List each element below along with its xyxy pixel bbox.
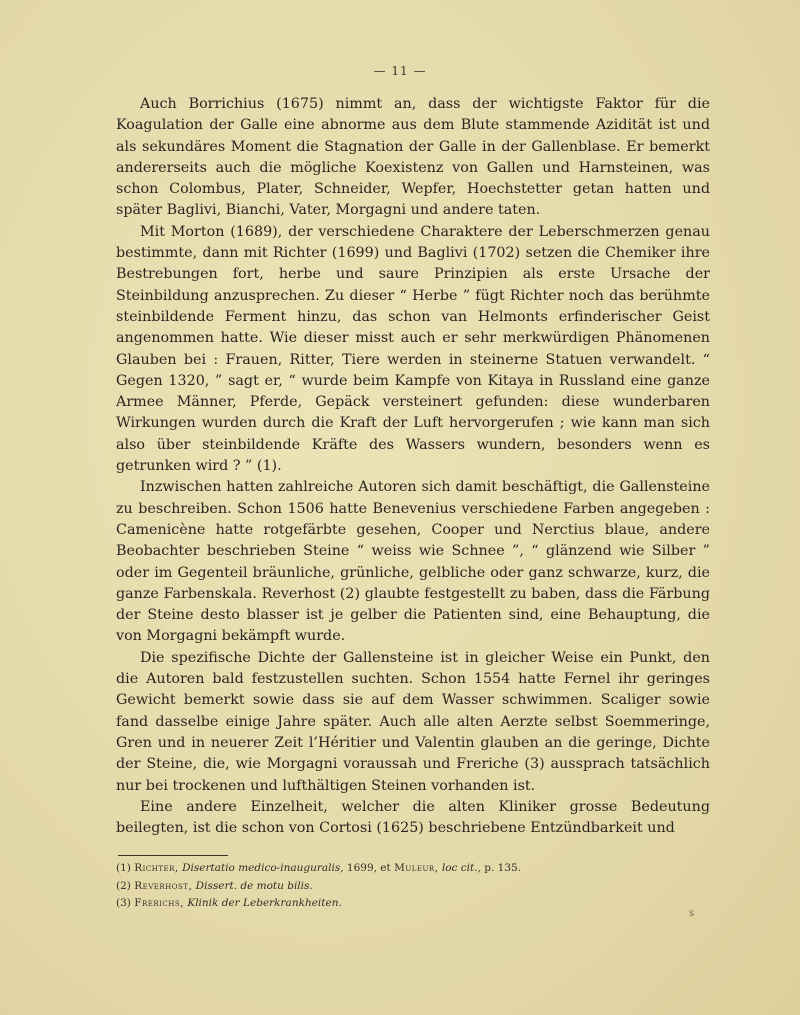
footnote-1 xyxy=(116,860,710,878)
footnote-page: p. 135. xyxy=(484,862,522,874)
footnote-number: (1) xyxy=(116,862,131,874)
footnote-title: Dissert. de motu bilis. xyxy=(195,879,313,892)
footnote-title: Klinik der Leberkrankheiten. xyxy=(187,897,342,909)
paragraph: Die spezifische Dichte der Gallensteine ist in gleicher Weise ein Punkt, den die Autoren bald festzustellen suchten. Schon 1554 hatte Fernel ihr geringes Gewicht bemerkt sowie dass sie auf dem Wasser schwimmen. Scaliger sowie fand dasselbe einige Jahre später. Auch alle alten Aerzte selbst Soemmeringe, Gren und in neuerer Zeit l’Héritier und Valentin glauben an die geringe, Dichte der Steine, die, wie Morgagni voraussah und Freriche (3) aussprach tatsächlich nur bei trockenen und lufthältigen Steinen vorhanden ist. xyxy=(116,649,710,794)
footnote-number: (2) xyxy=(116,879,131,892)
paragraph: Inzwischen hatten zahlreiche Autoren sich damit beschäftigt, die Gallensteine zu beschreiben. Schon 1506 hatte Benevenius verschiedene Farben angegeben : Camenicène hatte rotgefärbte gesehen, Cooper und Nerctius blaue, andere Beobachter beschrieben Steine “ weiss wie Schnee ”, “ glänzend wie Silber ” oder im Gegenteil bräunliche, grünliche, gelbliche oder ganz schwarze, kurz, die ganze Farbenskala. Reverhost (2) glaubte festgestellt zu baben, dass die Färbung der Steine desto blasser ist je gelber die Patienten sind, eine Behauptung, die von Morgagni bekämpft wurde. xyxy=(116,479,710,645)
corner-mark: s xyxy=(689,908,695,919)
footnote-author: Frerichs, xyxy=(134,897,185,909)
footnote-divider xyxy=(118,855,228,856)
footnote-2 xyxy=(116,878,710,896)
footnote-ref: loc cit., xyxy=(441,862,481,874)
footnote-3 xyxy=(116,895,710,913)
paragraph: Mit Morton (1689), der verschiedene Charaktere der Leberschmerzen genau bestimmte, dann mit Richter (1699) und Baglivi (1702) setzen die Chemiker ihre Bestrebungen fort, herbe und saure Prinzipien als erste Ursache der Steinbildung anzusprechen. Zu dieser “ Herbe ” fügt Richter noch das berühmte steinbildende Ferment hinzu, das schon van Helmonts erfinderischer Geist angenommen hatte. Wie dieser misst auch er sehr merkwürdigen Phänomenen Glauben bei : Frauen, Ritter, Tiere werden in steinerne Statuen verwandelt. “ Gegen 1320, ” sagt er, “ wurde beim Kampfe von Kitaya in Russland eine ganze Armee Männer, Pferde, Gepäck versteinert gefunden: diese wunderbaren Wirkungen wurden durch die Kraft der Luft hervorgerufen ; wie kann man sich also über steinbildende Kräfte des Wassers wundern, besonders wenn es getrunken wird ? ” (1). xyxy=(116,223,710,475)
footnote-author: Richter, xyxy=(134,862,179,874)
footnotes xyxy=(116,860,710,913)
page-number: — 11 — xyxy=(373,64,427,78)
body-text xyxy=(116,94,710,839)
footnote-title: Disertatio medico-inauguralis, xyxy=(182,862,344,874)
paragraph: Eine andere Einzelheit, welcher die alten Kliniker grosse Bedeutung beilegten, ist die schon von Cortosi (1625) beschriebene Entzündbarkeit und xyxy=(116,798,710,837)
footnote-author: Reverhost, xyxy=(134,879,193,892)
footnote-text: 1699, et xyxy=(346,862,391,874)
paragraph: Auch Borrichius (1675) nimmt an, dass der wichtigste Faktor für die Koagulation der Galle eine abnorme aus dem Blute stammende Azidität ist und als sekundäres Moment die Stagnation der Galle in der Gallenblase. Er bemerkt andererseits auch die mögliche Koexistenz von Gallen und Harnsteinen, was schon Colombus, Plater, Schneider, Wepfer, Hoechstetter getan hatten und später Baglivi, Bianchi, Vater, Morgagni und andere taten. xyxy=(116,96,710,219)
footnote-author: Muleur, xyxy=(394,862,439,874)
footnote-number: (3) xyxy=(116,897,131,909)
